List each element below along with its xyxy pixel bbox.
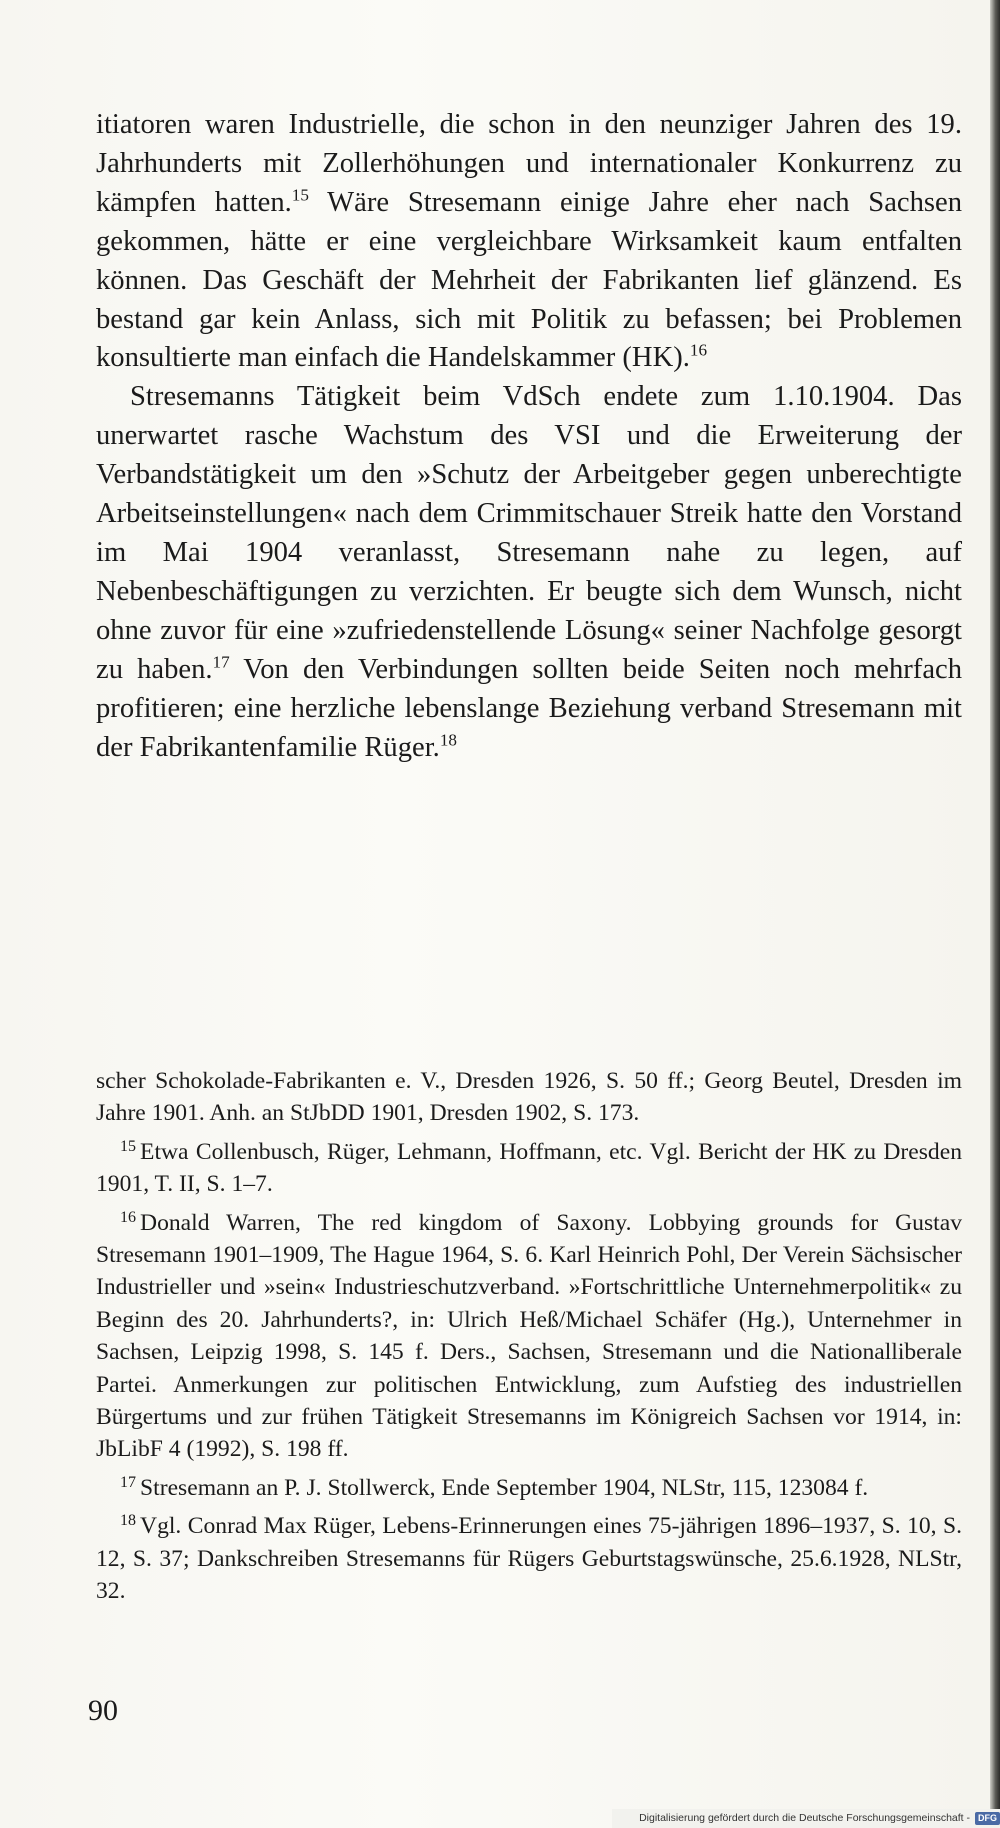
digitization-footer — [612, 1809, 1000, 1828]
footnote-text: Stresemann an P. J. Stollwerck, Ende September 1904, NLStr, 115, 123084 f. — [140, 1474, 869, 1501]
paragraph-2-text-b: Von den Verbindungen sollten beide Seiten noch mehrfach profitieren; eine herzliche lebenslange Beziehung verband Stresemann mit der Fabrikantenfamilie Rüger. — [96, 653, 962, 763]
paragraph-2-text-a: Stresemanns Tätigkeit beim VdSch endete zum 1.10.1904. Das unerwartet rasche Wachstum des VSI und die Erweiterung der Verbandstätigkeit um den »Schutz der Arbeitgeber gegen unberechtigte Arbeitseinstellungen« nach dem Crimmitschauer Streik hatte den Vorstand im Mai 1904 veranlasst, Stresemann nahe zu legen, auf Nebenbeschäftigungen zu verzichten. Er beugte sich dem Wunsch, nicht ohne zuvor für eine »zufriedenstellende Lösung« seiner Nachfolge gesorgt zu haben. — [96, 381, 962, 685]
footnote-ref-18: 18 — [439, 729, 457, 749]
footnote-16 — [96, 1207, 962, 1466]
footnotes — [96, 1065, 962, 1614]
footnote-number: 18 — [120, 1512, 137, 1530]
main-text — [96, 106, 962, 767]
paragraph-2 — [96, 378, 962, 767]
paragraph-1-text-a: itiatoren waren Industrielle, die schon in den neunziger Jahren des 19. Jahrhunderts mit Zollerhöhungen und internationaler Konkurrenz zu kämpfen hatten. — [96, 109, 962, 218]
paragraph-1-text-b: Wäre Stresemann einige Jahre eher nach Sachsen gekommen, hätte er eine vergleichbare Wirksamkeit kaum entfalten können. Das Geschäft der Mehrheit der Fabrikanten lief glänzend. Es bestand gar kein Anlass, sich mit Politik zu befassen; bei Problemen konsultierte man einfach die Handelskammer (HK). — [96, 186, 962, 374]
page-number: 90 — [88, 1694, 118, 1727]
footnote-18 — [96, 1510, 962, 1607]
footnote-number: 15 — [120, 1137, 137, 1155]
footnote-17 — [96, 1472, 962, 1504]
footnote-number: 17 — [120, 1473, 137, 1491]
footnote-continued: scher Schokolade-Fabrikanten e. V., Dresden 1926, S. 50 ff.; Georg Beutel, Dresden im Jahre 1901. Anh. an StJbDD 1901, Dresden 1902, S. 173. — [96, 1068, 962, 1127]
paragraph-1 — [96, 106, 962, 378]
footnote-text: Donald Warren, The red kingdom of Saxony. Lobbying grounds for Gustav Stresemann 1901–1909, The Hague 1964, S. 6. Karl Heinrich Pohl, Der Verein Sächsischer Industrieller und »sein« Industrieschutzverband. »Fortschrittliche Unternehmerpolitik« zu Beginn des 20. Jahrhunderts?, in: Ulrich Heß/Michael Schäfer (Hg.), Unternehmer in Sachsen, Leipzig 1998, S. 145 f. Ders., Sachsen, Stresemann und die Nationalliberale Partei. Anmerkungen zur politischen Entwicklung, zum Aufstieg des industriellen Bürgertums und zur frühen Tätigkeit Stresemanns im Königreich Sachsen vor 1914, in: JbLibF 4 (1992), S. 198 ff. — [96, 1209, 962, 1463]
footnote-number: 16 — [120, 1208, 137, 1226]
digitization-credit: Digitalisierung gefördert durch die Deutsche Forschungsgemeinschaft - — [639, 1812, 970, 1824]
footnote-ref-15: 15 — [291, 185, 309, 205]
footnote-ref-17: 17 — [212, 652, 230, 672]
footnote-text: Vgl. Conrad Max Rüger, Lebens-Erinnerungen eines 75-jährigen 1896–1937, S. 10, S. 12, S. 37; Dankschreiben Stresemanns für Rügers Geburtstagswünsche, 25.6.1928, NLStr, 32. — [96, 1513, 962, 1605]
dfg-logo: DFG — [975, 1812, 1000, 1825]
footnote-15 — [96, 1136, 962, 1201]
footnote-text: Etwa Collenbusch, Rüger, Lehmann, Hoffmann, etc. Vgl. Bericht der HK zu Dresden 1901, T. II, S. 1–7. — [96, 1138, 962, 1198]
page-edge-shadow — [990, 0, 1000, 1828]
footnote-ref-16: 16 — [689, 340, 708, 360]
